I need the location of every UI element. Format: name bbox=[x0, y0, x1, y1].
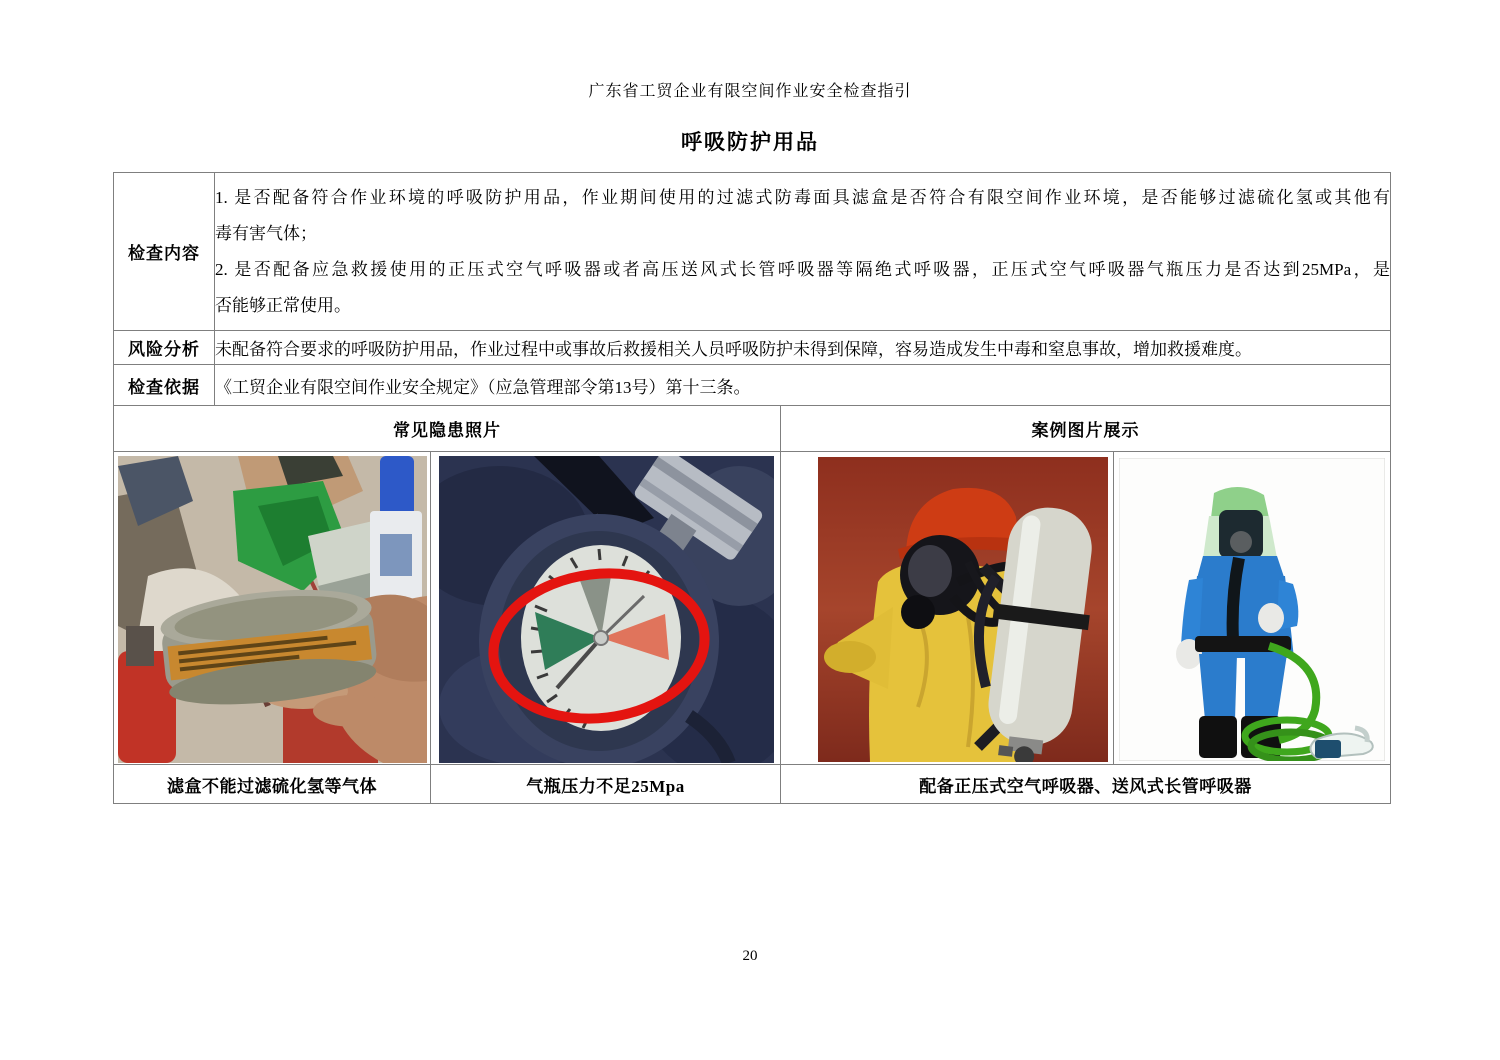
table-row bbox=[114, 452, 1391, 765]
page-title: 呼吸防护用品 bbox=[681, 130, 819, 154]
page-number: 20 bbox=[742, 948, 758, 964]
table-row bbox=[114, 406, 1391, 452]
inspection-content-label: 检查内容 bbox=[114, 173, 215, 331]
photo-cell-airline-respirator bbox=[1114, 452, 1391, 765]
table-row bbox=[114, 331, 1391, 365]
inspection-basis-cell: 《工贸企业有限空间作业安全规定》（应急管理部令第13号）第十三条。 bbox=[215, 365, 1391, 406]
inspection-content-line: 1. 是否配备符合作业环境的呼吸防护用品，作业期间使用的过滤式防毒面具滤盒是否符合有限空间作业环境，是否能够过滤硫化氢或其他有 bbox=[215, 187, 1390, 207]
inspection-content-cell bbox=[215, 173, 1391, 331]
caption-filter-cartridge: 滤盒不能过滤硫化氢等气体 bbox=[114, 765, 431, 804]
pressure-gauge-photo bbox=[439, 456, 780, 763]
inspection-content-line: 2. 是否配备应急救援使用的正压式空气呼吸器或者高压送风式长管呼吸器等隔绝式呼吸器，正压式空气呼吸器气瓶压力是否达到25MPa，是 bbox=[215, 259, 1390, 279]
photo-cell-filter-cartridge bbox=[114, 452, 431, 765]
caption-case-photos: 配备正压式空气呼吸器、送风式长管呼吸器 bbox=[781, 765, 1391, 804]
photo-cell-pressure-gauge bbox=[431, 452, 781, 765]
filter-cartridge-photo bbox=[118, 456, 430, 763]
caption-pressure-gauge: 气瓶压力不足25Mpa bbox=[431, 765, 781, 804]
inspection-content-line: 否能够正常使用。 bbox=[215, 295, 351, 315]
inspection-basis-label: 检查依据 bbox=[114, 365, 215, 406]
risk-analysis-cell: 未配备符合要求的呼吸防护用品，作业过程中或事故后救援相关人员呼吸防护未得到保障，容易造成发生中毒和窒息事故，增加救援难度。 bbox=[215, 331, 1391, 365]
hazard-photos-header: 常见隐患照片 bbox=[114, 406, 781, 452]
document-header: 广东省工贸企业有限空间作业安全检查指引 bbox=[588, 83, 912, 100]
inspection-table bbox=[113, 172, 1391, 804]
table-row bbox=[114, 365, 1391, 406]
case-photos-header: 案例图片展示 bbox=[781, 406, 1391, 452]
table-row bbox=[114, 173, 1391, 331]
airline-respirator-photo bbox=[1119, 458, 1385, 761]
scba-wearer-photo bbox=[818, 457, 1113, 762]
table-row bbox=[114, 765, 1391, 804]
inspection-content-line: 毒有害气体； bbox=[215, 223, 317, 243]
photo-cell-scba-wearer bbox=[781, 452, 1114, 765]
risk-analysis-label: 风险分析 bbox=[114, 331, 215, 365]
